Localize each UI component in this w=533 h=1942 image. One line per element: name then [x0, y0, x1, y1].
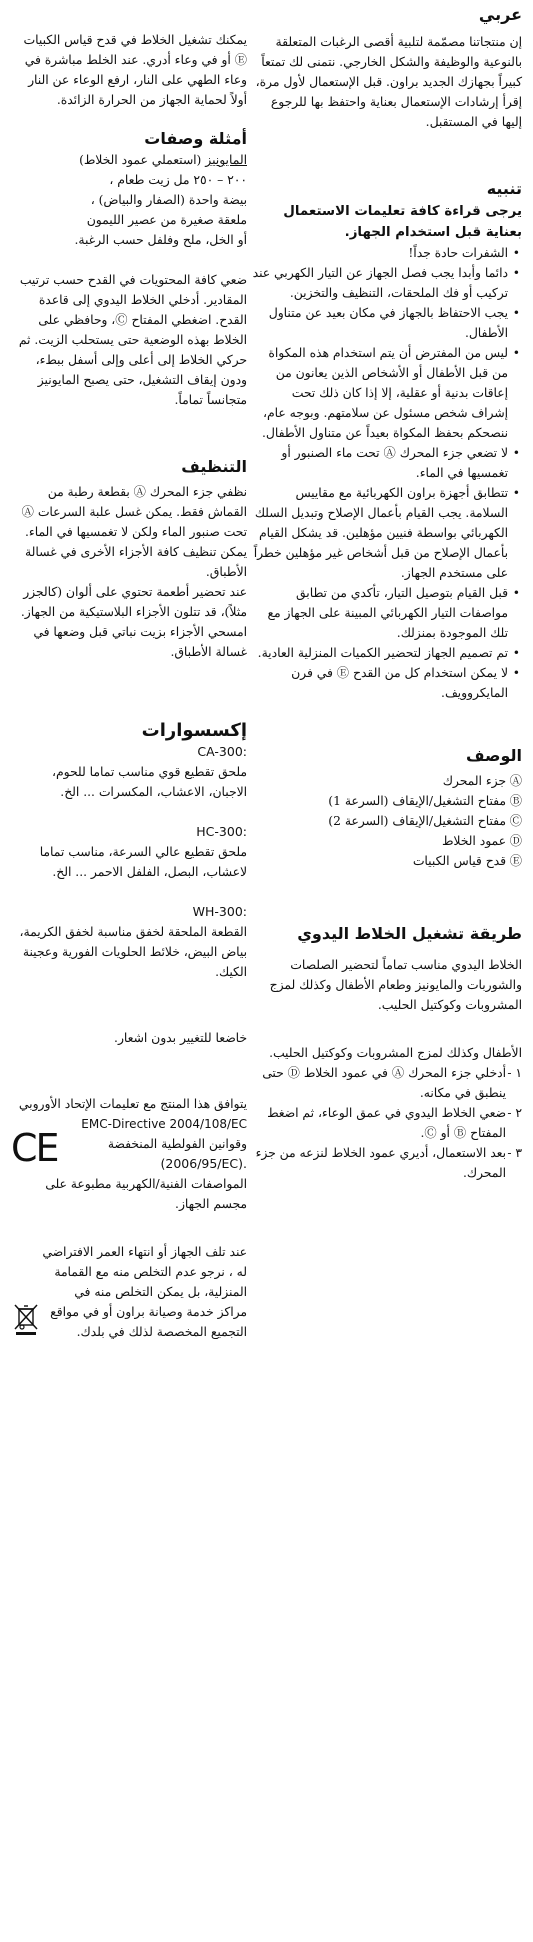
- warning-subtitle: يرجى قراءة كافة تعليمات الاستعمال بعناية قبل استخدام الجهاز.: [283, 204, 522, 240]
- description-title: الوصف: [465, 746, 522, 765]
- accessories-title: إكسسوارات: [141, 720, 247, 741]
- warning-item: • ليس من المفترض أن يتم استخدام هذه المكواة من قبل الأطفال أو الأشخاص الذين يعانون من إعاقات بدنية أو عقلية، إلا إذا كان ذلك تحت إشراف شخص مسئول عن سلامتهم. وبوجه عام، ننصحكم بحفظ المكواة بعيداً عن متناول الأطفال.: [252, 343, 508, 443]
- intro-paragraph: إن منتجاتنا مصمّمة لتلبية أقصى الرغبات المتعلقة بالنوعية والوظيفة والشكل الخارجي. نتمنى لك تمتعاً كبيراً بجهازك الجديد براون. قبل الإستعمال لأول مرة، إقرأ إرشادات الإستعمال بعناية واحتفظ بها للرجوع إليها في المستقبل.: [255, 35, 522, 129]
- description-item: Ⓓ عمود الخلاط: [252, 831, 522, 851]
- part-marker: Ⓓ: [509, 834, 522, 848]
- ec-directive: EMC-Directive 2004/108/EC: [81, 1117, 247, 1131]
- recipe-title: أمثلة وصفات: [144, 129, 247, 148]
- right-column: [252, 0, 522, 1183]
- part-marker: Ⓑ: [509, 794, 522, 808]
- cleaning-line: نظفي جزء المحرك Ⓐ بقطعة رطبة من القماش فقط. يمكن غسل علبة السرعات Ⓐ تحت صنبور الماء ولكن لا تغمسيها في الماء.: [21, 485, 247, 539]
- usage-paragraph: يمكنك تشغيل الخلاط في قدح قياس الكبيات Ⓔ أو في وعاء أدري. عند الخلط مباشرة في وعاء الطهي على النار، ارفع الوعاء عن النار أولاً لحماية الجهاز من الحرارة الزائدة.: [23, 33, 247, 107]
- operation-step: ٣ - بعد الاستعمال، أديري عمود الخلاط لنزعه من جزء المحرك.: [255, 1146, 522, 1180]
- cleaning-line: يمكن تنظيف كافة الأجزاء الأخرى في غسالة الأطباق.: [25, 545, 247, 579]
- warning-item: • تم تصميم الجهاز لتحضير الكميات المنزلية العادية.: [252, 643, 508, 663]
- cleaning-title: التنظيف: [181, 457, 247, 476]
- warning-list: [252, 243, 522, 703]
- operation-paragraph-2: الأطفال وكذلك لمزج المشروبات وكوكتيل الحليب.: [269, 1046, 522, 1060]
- disposal-text: عند تلف الجهاز أو انتهاء العمر الافتراضي له ، نرجو عدم التخلص منه مع القمامة المنزلية، بل يمكن التخلص منه في مراكز خدمة وصيانة براون أو في مواقع التجميع المخصصة لذلك في بلدك.: [42, 1245, 247, 1339]
- cleaning-line: امسحي الأجزاء بزيت نباتي قبل وضعها في غسالة الأطباق.: [33, 625, 247, 659]
- ec-text: يتوافق هذا المنتج مع تعليمات الإتحاد الأوروبي: [18, 1097, 247, 1111]
- recipe-name: المايونيز: [205, 153, 247, 167]
- description-item: Ⓔ قدح قياس الكبيات: [252, 851, 522, 871]
- recipe-method: ضعي كافة المحتويات في القدح حسب ترتيب المقادير. أدخلي الخلاط اليدوي إلى قاعدة القدح. اضغطي المفتاح Ⓒ، وحافظي على الخلاط بهذه الوضعية حتى يستحلب الزيت. ثم حركي الخلاط إلى أعلى وإلى أسفل ببطء، ودون إيقاف التشغيل، حتى يصبح المايونيز متجانساً تماماً.: [18, 273, 247, 407]
- recipe-line: أو الخل، ملح وفلفل حسب الرغبة.: [74, 233, 247, 247]
- description-item: Ⓑ مفتاح التشغيل/الإيقاف (السرعة 1): [252, 791, 522, 811]
- language-title: عربي: [478, 5, 522, 24]
- part-marker: Ⓐ: [509, 774, 522, 788]
- warning-item: • تتطابق أجهزة براون الكهربائية مع مقاييس السلامة. يجب القيام بأعمال الإصلاح وتبديل السلك الكهربائي بواسطة فنيين مؤهلين. قد يشكل القيام بأعمال الإصلاح من قبل أشخاص غير مؤهلين خطراً على مستخدم الجهاز.: [252, 483, 508, 583]
- part-marker: Ⓔ: [509, 854, 522, 868]
- recipe-line: ٢٠٠ – ٢٥٠ مل زيت طعام ،: [109, 173, 247, 187]
- operation-paragraph: الخلاط اليدوي مناسب تماماً لتحضير الصلصات والشوربات والمايونيز وطعام الأطفال وكذلك لمزج المشروبات وكوكتيل الحليب.: [269, 958, 522, 1012]
- warning-item: • الشفرات حادة جداً!: [252, 243, 508, 263]
- crossed-bin-icon: [13, 1302, 39, 1336]
- accessory-description: القطعة الملحقة لخفق مناسبة لخفق الكريمة، بياض البيض، خلائط الحلويات الفورية وعجينة الكيك.: [19, 925, 247, 979]
- warning-item: • لا يمكن استخدام كل من القدح Ⓔ في فرن المايكروويف.: [252, 663, 508, 703]
- accessory-code: CA-300:: [197, 744, 247, 759]
- part-marker: Ⓒ: [509, 814, 522, 828]
- recipe-subtitle: المايونيز (استعملي عمود الخلاط): [79, 153, 247, 167]
- ec-text: وقوانين الفولطية المنخفضة: [107, 1137, 247, 1151]
- operation-steps: [252, 1063, 522, 1183]
- ec-text: المواصفات الفنية/الكهربية مطبوعة على مجسم الجهاز.: [45, 1177, 247, 1211]
- warning-item: • قبل القيام بتوصيل التيار، تأكدي من تطابق مواصفات التيار الكهربائي المبينة على الجهاز مع تلك الموجودة بمنزلك.: [252, 583, 508, 643]
- change-notice: خاضعا للتغيير بدون اشعار.: [114, 1031, 247, 1045]
- accessory-code: WH-300:: [192, 904, 247, 919]
- description-item: Ⓐ جزء المحرك: [252, 771, 522, 791]
- left-column: [11, 0, 247, 1342]
- recipe-line: ملعقة صغيرة من عصير الليمون: [86, 213, 247, 227]
- disposal-section: [11, 1242, 247, 1342]
- ce-mark-icon: CE: [11, 1126, 58, 1170]
- warning-item: • لا تضعي جزء المحرك Ⓐ تحت ماء الصنبور أو تغمسيها في الماء.: [252, 443, 508, 483]
- operation-title: طريقة تشغيل الخلاط اليدوي: [297, 924, 522, 943]
- ec-compliance: [11, 1094, 247, 1214]
- warning-item: • يجب الاحتفاظ بالجهاز في مكان بعيد عن متناول الأطفال.: [252, 303, 508, 343]
- cleaning-line: عند تحضير أطعمة تحتوي على ألوان (كالجزر مثلاً)، قد تتلون الأجزاء البلاستيكية من الجهاز.: [20, 585, 247, 619]
- accessory-code: HC-300:: [196, 824, 247, 839]
- description-list: [252, 771, 522, 871]
- recipe-line: بيضة واحدة (الصفار والبياض) ،: [90, 193, 247, 207]
- operation-step: ١ - أدخلي جزء المحرك Ⓐ في عمود الخلاط Ⓓ حتى ينطبق في مكانه.: [262, 1066, 522, 1100]
- warning-title: تنبيه: [486, 179, 522, 198]
- operation-step: ٢ - ضعي الخلاط اليدوي في عمق الوعاء، ثم اضغط المفتاح Ⓑ أو Ⓒ.: [267, 1106, 522, 1140]
- warning-item: • دائما وأبدا يجب فصل الجهاز عن التيار الكهربي عند تركيب أو فك الملحقات، التنظيف والتخزين.: [252, 263, 508, 303]
- description-item: Ⓒ مفتاح التشغيل/الإيقاف (السرعة 2): [252, 811, 522, 831]
- accessory-description: ملحق تقطيع عالي السرعة، مناسب تماما لاعشاب، البصل، الفلفل الاحمر ... الخ.: [39, 845, 247, 879]
- ec-directive: (2006/95/EC).: [160, 1156, 247, 1171]
- accessory-description: ملحق تقطيع قوي مناسب تماما للحوم، الاجبان، الاعشاب، المكسرات ... الخ.: [52, 765, 247, 799]
